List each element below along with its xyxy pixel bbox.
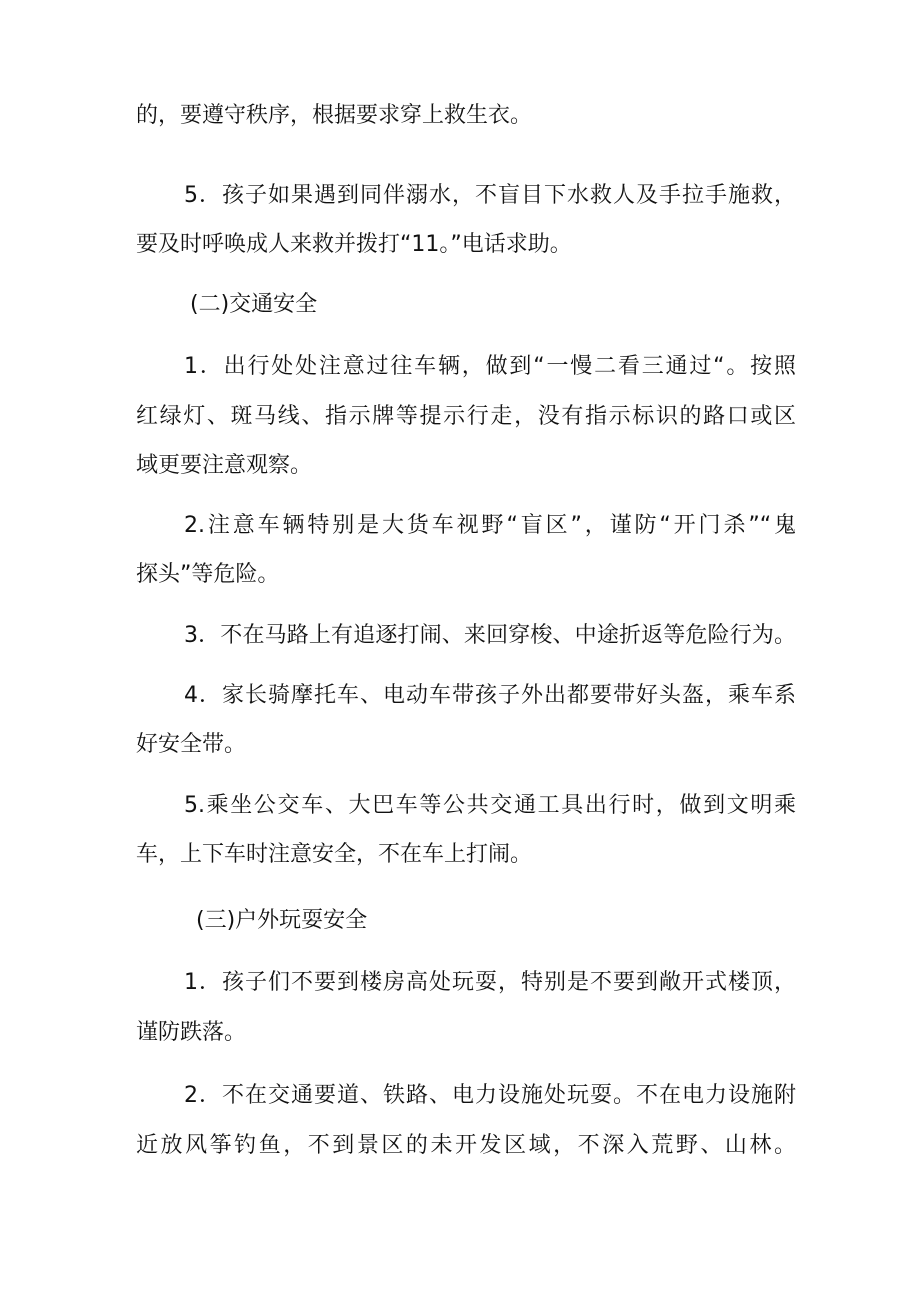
outdoor-item-1-line-1: 1．孩子们不要到楼房高处玩耍，特别是不要到敞开式楼顶，: [184, 970, 796, 995]
list-item-1-line-3: 域更要注意观察。: [136, 453, 313, 478]
list-item-2-line-2: 探头”等危险。: [136, 562, 280, 587]
list-item-2-line-1: 2.注意车辆特别是大货车视野“盲区”，谨防“开门杀”“鬼: [184, 513, 796, 538]
list-item-5-line-1: 5．孩子如果遇到同伴溺水，不盲目下水救人及手拉手施救，: [184, 183, 796, 208]
outdoor-item-2-line-1: 2．不在交通要道、铁路、电力设施处玩耍。不在电力设施附: [184, 1083, 796, 1108]
list-item-5b-line-1: 5.乘坐公交车、大巴车等公共交通工具出行时，做到文明乘: [184, 793, 796, 818]
list-item-4-line-2: 好安全带。: [136, 732, 247, 757]
outdoor-item-2-line-2: 近放风筝钓鱼，不到景区的未开发区域，不深入荒野、山林。: [136, 1133, 796, 1158]
text-line: 的，要遵守秩序，根据要求穿上救生衣。: [136, 103, 533, 128]
list-item-1-line-2: 红绿灯、斑马线、指示牌等提示行走，没有指示标识的路口或区: [136, 404, 796, 429]
list-item-3: 3．不在马路上有追逐打闹、来回穿梭、中途折返等危险行为。: [184, 623, 796, 648]
section-heading-traffic-safety: (二)交通安全: [190, 292, 318, 317]
section-heading-outdoor-play-safety: (三)户外玩耍安全: [196, 908, 368, 933]
outdoor-item-1-line-2: 谨防跌落。: [136, 1020, 247, 1045]
list-item-1-line-1: 1．出行处处注意过往车辆，做到“一慢二看三通过“。按照: [184, 354, 796, 379]
list-item-5-line-2: 要及时呼唤成人来救并拨打“11。”电话求助。: [136, 232, 572, 257]
list-item-5b-line-2: 车，上下车时注意安全，不在车上打闹。: [136, 842, 533, 867]
list-item-4-line-1: 4．家长骑摩托车、电动车带孩子外出都要带好头盔，乘车系: [184, 683, 796, 708]
